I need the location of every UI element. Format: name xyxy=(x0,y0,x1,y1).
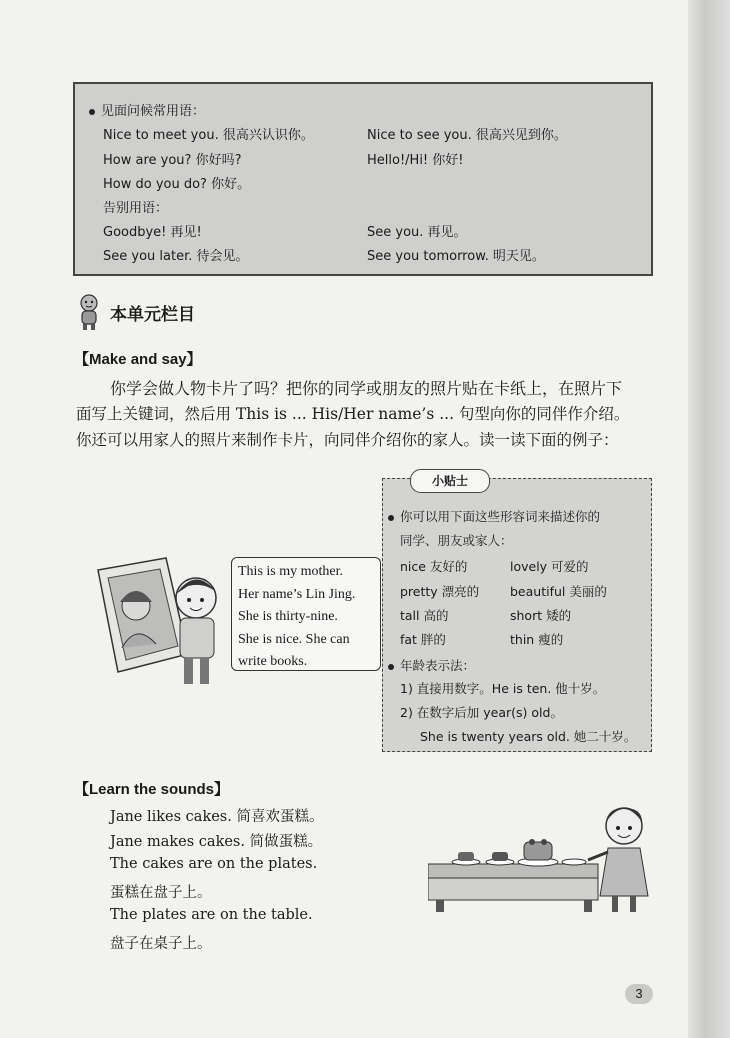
adjective: lovely 可爱的 xyxy=(510,559,589,574)
phrase: How do you do? 你好。 xyxy=(103,177,251,192)
adjective: short 矮的 xyxy=(510,608,572,623)
page-number: 3 xyxy=(625,984,653,1004)
age-line: 1) 直接用数字。He is ten. 他十岁。 xyxy=(400,681,606,696)
phrase: How are you? 你好吗? xyxy=(103,153,242,168)
speech-line: She is nice. She can xyxy=(238,631,350,647)
phrase: Hello!/Hi! 你好! xyxy=(367,153,464,168)
sounds-line: 盘子在桌子上。 xyxy=(110,936,212,952)
sounds-line: Jane likes cakes. 简喜欢蛋糕。 xyxy=(110,809,324,825)
paragraph-line: 你还可以用家人的照片来制作卡片，向同伴介绍你的家人。读一读下面的例子： xyxy=(76,431,619,449)
speech-line: This is my mother. xyxy=(238,564,343,579)
phrase: See you later. 待会见。 xyxy=(103,249,249,264)
paragraph-line: 面写上关键词，然后用 This is ... His/Her name’s ... 句型向你的同伴作介绍。 xyxy=(76,405,630,423)
sounds-line: Jane makes cakes. 简做蛋糕。 xyxy=(110,834,323,850)
phrase: See you. 再见。 xyxy=(367,225,467,240)
page-edge-shadow xyxy=(688,0,730,1038)
paragraph-line: 你学会做人物卡片了吗？把你的同学或朋友的照片贴在卡纸上，在照片下 xyxy=(110,379,623,398)
bullet-icon xyxy=(388,664,394,670)
adjective: fat 胖的 xyxy=(400,632,446,647)
adjective: nice 友好的 xyxy=(400,559,468,574)
tip-intro: 同学、朋友或家人： xyxy=(400,533,513,548)
adjective: pretty 漂亮的 xyxy=(400,584,480,599)
sounds-line: The plates are on the table. xyxy=(110,907,313,923)
speech-line: Her name’s Lin Jing. xyxy=(238,586,356,602)
bullet-icon xyxy=(89,109,95,115)
sounds-line: 蛋糕在盘子上。 xyxy=(110,885,212,901)
greetings-box xyxy=(73,82,653,276)
unit-section-title: 本单元栏目 xyxy=(110,304,195,325)
learn-the-sounds-title: 【Learn the sounds】 xyxy=(74,781,230,798)
girl-with-cakes-illustration xyxy=(428,800,660,920)
tips-badge: 小贴士 xyxy=(410,469,490,493)
age-line: 2) 在数字后加 year(s) old。 xyxy=(400,705,563,720)
adjective: tall 高的 xyxy=(400,608,449,623)
farewell-heading: 告别用语： xyxy=(103,201,169,216)
adjective: beautiful 美丽的 xyxy=(510,584,607,599)
unit-section-heading xyxy=(74,292,195,332)
sounds-line: The cakes are on the plates. xyxy=(110,856,318,872)
tip-intro: 你可以用下面这些形容词来描述你的 xyxy=(388,507,600,525)
phrase: Nice to meet you. 很高兴认识你。 xyxy=(103,128,314,143)
age-heading: 年龄表示法： xyxy=(388,656,475,674)
speech-bubble xyxy=(231,557,381,671)
speech-line: She is thirty-nine. xyxy=(238,609,338,624)
speech-line: write books. xyxy=(238,654,308,669)
greetings-heading: 见面问候常用语： xyxy=(89,100,205,119)
bullet-icon xyxy=(388,515,394,521)
phrase: See you tomorrow. 明天见。 xyxy=(367,249,545,264)
make-and-say-title: 【Make and say】 xyxy=(74,351,202,368)
mascot-icon xyxy=(74,292,104,332)
age-line: She is twenty years old. 她二十岁。 xyxy=(420,729,637,744)
phrase: Goodbye! 再见! xyxy=(103,225,202,240)
phrase: Nice to see you. 很高兴见到你。 xyxy=(367,128,567,143)
adjective: thin 瘦的 xyxy=(510,632,564,647)
photo-card-illustration xyxy=(92,556,232,688)
